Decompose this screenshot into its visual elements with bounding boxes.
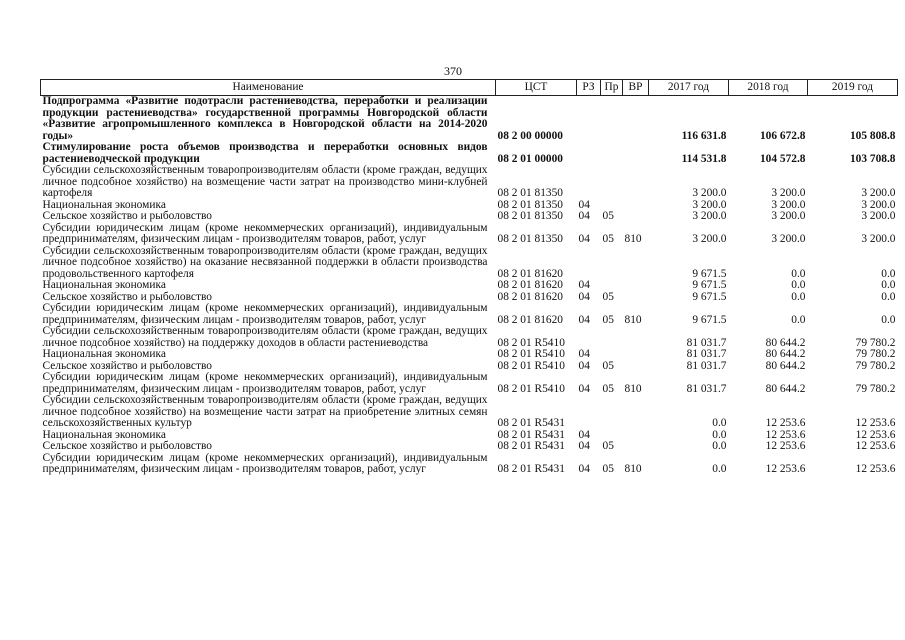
cell-2017: 3 200.0	[692, 210, 727, 222]
cell-cst: 08 2 01 R5410	[497, 359, 565, 372]
cell-rz	[577, 326, 601, 349]
cell-2018: 0.0	[791, 290, 806, 303]
cell-name: Национальная экономика	[42, 348, 166, 360]
cell-2017: 9 671.5	[692, 290, 727, 303]
cell-rz: 04	[578, 359, 590, 372]
cell-2018: 80 644.2	[765, 348, 806, 360]
cell-cst: 08 2 01 81620	[497, 313, 563, 326]
table-row	[41, 372, 898, 395]
cell-name: Субсидии сельскохозяйственным товаропроизводителям области (кроме граждан, ведущих личное подсобное хозяйство) на оказание несвязанной поддержки в области производства продовольственного картофеля	[42, 244, 488, 280]
cell-2017: 3 200.0	[692, 233, 727, 245]
cell-rz: 04	[578, 382, 590, 395]
cell-2019: 12 253.6	[855, 463, 896, 475]
table-row	[41, 395, 898, 430]
cell-vr	[623, 246, 649, 281]
cell-2017: 81 031.7	[686, 359, 727, 372]
cell-2017: 9 671.5	[692, 279, 727, 291]
cell-2018: 3 200.0	[771, 233, 806, 245]
cell-2018: 12 253.6	[765, 463, 806, 475]
cell-vr: 810	[624, 382, 642, 395]
cell-vr	[623, 361, 649, 373]
table-row	[41, 142, 898, 165]
cell-2018: 104 572.8	[759, 152, 806, 165]
cell-2019: 0.0	[881, 279, 896, 291]
cell-rz: 04	[578, 428, 590, 441]
cell-2017: 0.0	[712, 428, 727, 441]
cell-cst: 08 2 01 00000	[497, 152, 563, 165]
cell-pr	[601, 96, 623, 143]
cell-cst: 08 2 01 81350	[497, 210, 563, 222]
header-cst: ЦСТ	[496, 80, 577, 96]
cell-pr	[601, 165, 623, 200]
cell-rz: 04	[578, 348, 590, 360]
cell-2019: 0.0	[881, 267, 896, 280]
cell-name: Субсидии сельскохозяйственным товаропроизводителям области (кроме граждан, ведущих личное подсобное хозяйство) на возмещение части затрат на приобретение элитных семян сельскохозяйственных культур	[42, 394, 488, 429]
table-row	[41, 246, 898, 281]
cell-name: Национальная экономика	[42, 198, 166, 211]
cell-2018: 12 253.6	[765, 428, 806, 441]
cell-cst: 08 2 01 R5410	[497, 336, 565, 349]
cell-name: Национальная экономика	[42, 428, 166, 441]
cell-vr	[623, 441, 649, 453]
cell-2018: 106 672.8	[759, 129, 806, 142]
cell-name: Сельское хозяйство и рыболовство	[42, 440, 212, 452]
budget-table	[40, 79, 898, 476]
cell-cst: 08 2 01 R5410	[497, 348, 565, 360]
cell-vr: 810	[624, 313, 642, 326]
cell-rz	[577, 142, 601, 165]
cell-pr: 05	[602, 463, 614, 475]
cell-rz: 04	[578, 279, 590, 291]
cell-pr: 05	[602, 210, 614, 222]
cell-rz	[577, 96, 601, 143]
cell-pr: 05	[602, 233, 614, 245]
cell-rz: 04	[578, 313, 590, 326]
cell-2018: 3 200.0	[771, 198, 806, 211]
cell-vr	[623, 395, 649, 430]
cell-2018: 12 253.6	[765, 417, 806, 429]
cell-2017: 81 031.7	[686, 382, 727, 395]
cell-rz: 04	[578, 290, 590, 303]
cell-rz	[577, 246, 601, 281]
cell-name: Стимулирование роста объемов производства и переработки основных видов растениеводческой продукции	[42, 141, 488, 165]
table-row	[41, 223, 898, 246]
cell-2017: 81 031.7	[686, 348, 727, 360]
table-row	[41, 453, 898, 476]
cell-2017: 0.0	[712, 440, 727, 452]
cell-vr	[623, 211, 649, 223]
cell-vr	[623, 142, 649, 165]
cell-name: Субсидии юридическим лицам (кроме некоммерческих организаций), индивидуальным предпринимателям, физическим лицам - производителям товаров, работ, услуг	[42, 451, 488, 475]
cell-pr	[601, 142, 623, 165]
table-body	[41, 96, 898, 476]
cell-2019: 0.0	[881, 290, 896, 303]
cell-2019: 3 200.0	[861, 233, 896, 245]
cell-2017: 9 671.5	[692, 267, 727, 280]
cell-2018: 3 200.0	[771, 187, 806, 199]
cell-cst: 08 2 01 81620	[497, 290, 563, 303]
cell-2017: 3 200.0	[692, 198, 727, 211]
table-row	[41, 349, 898, 361]
cell-name: Сельское хозяйство и рыболовство	[42, 210, 212, 222]
page-number: 370	[444, 64, 462, 78]
cell-vr	[623, 326, 649, 349]
table-row	[41, 303, 898, 326]
cell-vr: 810	[624, 233, 642, 245]
cell-rz	[577, 165, 601, 200]
cell-2017: 0.0	[712, 417, 727, 429]
cell-vr	[623, 430, 649, 442]
table-row	[41, 96, 898, 143]
cell-rz: 04	[578, 198, 590, 211]
cell-vr	[623, 200, 649, 212]
cell-2019: 105 808.8	[849, 129, 896, 142]
cell-rz: 04	[578, 440, 590, 452]
cell-name: Субсидии юридическим лицам (кроме некоммерческих организаций), индивидуальным предпринимателям, физическим лицам - производителям товаров, работ, услуг	[42, 302, 488, 326]
cell-vr	[623, 292, 649, 304]
table-row	[41, 211, 898, 223]
header-2019: 2019 год	[808, 80, 898, 96]
cell-2018: 12 253.6	[765, 440, 806, 452]
cell-rz: 04	[578, 233, 590, 245]
cell-rz: 04	[578, 463, 590, 475]
cell-vr	[623, 96, 649, 143]
cell-2017: 3 200.0	[692, 187, 727, 199]
cell-2017: 9 671.5	[692, 313, 727, 326]
cell-2019: 79 780.2	[855, 382, 896, 395]
cell-cst: 08 2 00 00000	[497, 129, 563, 142]
cell-2017: 116 631.8	[681, 129, 727, 142]
cell-name: Национальная экономика	[42, 279, 166, 291]
cell-name: Сельское хозяйство и рыболовство	[42, 290, 212, 303]
cell-rz	[577, 395, 601, 430]
cell-pr: 05	[602, 290, 614, 303]
cell-pr: 05	[602, 313, 614, 326]
table-row	[41, 280, 898, 292]
cell-name: Субсидии сельскохозяйственным товаропроизводителям области (кроме граждан, ведущих личное подсобное хозяйство) на поддержку доходов в области растениеводства	[42, 325, 488, 349]
cell-pr	[601, 326, 623, 349]
cell-vr	[623, 165, 649, 200]
cell-cst: 08 2 01 R5431	[497, 440, 565, 452]
cell-2019: 12 253.6	[855, 417, 896, 429]
cell-cst: 08 2 01 R5431	[497, 428, 565, 441]
cell-2019: 12 253.6	[855, 428, 896, 441]
cell-2018: 80 644.2	[765, 336, 806, 349]
header-2018: 2018 год	[729, 80, 808, 96]
cell-2018: 0.0	[791, 279, 806, 291]
cell-pr	[601, 280, 623, 292]
table-row	[41, 441, 898, 453]
cell-2017: 81 031.7	[686, 336, 727, 349]
cell-2019: 12 253.6	[855, 440, 896, 452]
cell-cst: 08 2 01 81620	[497, 279, 563, 291]
cell-vr: 810	[624, 463, 642, 475]
cell-2018: 3 200.0	[771, 210, 806, 222]
cell-2017: 0.0	[712, 463, 727, 475]
cell-2019: 103 708.8	[849, 152, 896, 165]
cell-2019: 0.0	[881, 313, 896, 326]
cell-vr	[623, 280, 649, 292]
cell-2018: 80 644.2	[765, 359, 806, 372]
cell-cst: 08 2 01 R5431	[497, 417, 565, 429]
cell-pr: 05	[602, 382, 614, 395]
header-rz: РЗ	[577, 80, 601, 96]
cell-pr	[601, 395, 623, 430]
cell-2019: 3 200.0	[861, 198, 896, 211]
cell-2018: 0.0	[791, 313, 806, 326]
cell-pr	[601, 246, 623, 281]
cell-name: Субсидии юридическим лицам (кроме некоммерческих организаций), индивидуальным предпринимателям, физическим лицам - производителям товаров, работ, услуг	[42, 221, 488, 245]
cell-vr	[623, 349, 649, 361]
cell-cst: 08 2 01 81620	[497, 267, 563, 280]
cell-name: Сельское хозяйство и рыболовство	[42, 359, 212, 372]
cell-2018: 0.0	[791, 267, 806, 280]
cell-2019: 3 200.0	[861, 187, 896, 199]
cell-2017: 114 531.8	[681, 152, 727, 165]
table-row	[41, 326, 898, 349]
cell-cst: 08 2 01 81350	[497, 233, 563, 245]
cell-cst: 08 2 01 81350	[497, 198, 563, 211]
cell-rz: 04	[578, 210, 590, 222]
cell-cst: 08 2 01 R5431	[497, 463, 565, 475]
cell-pr: 05	[602, 359, 614, 372]
cell-2019: 79 780.2	[855, 348, 896, 360]
cell-pr	[601, 349, 623, 361]
cell-cst: 08 2 01 81350	[497, 187, 563, 199]
header-pr: Пр	[601, 80, 623, 96]
cell-name: Подпрограмма «Развитие подотрасли растениеводства, переработки и реализации продукции растениеводства» государственной программы Новгородской области «Развитие агропромышленного комплекса в Новгородской области на 2014-2020 годы»	[42, 95, 488, 142]
cell-2018: 80 644.2	[765, 382, 806, 395]
header-2017: 2017 год	[649, 80, 729, 96]
cell-2019: 79 780.2	[855, 359, 896, 372]
cell-name: Субсидии юридическим лицам (кроме некоммерческих организаций), индивидуальным предпринимателям, физическим лицам - производителям товаров, работ, услуг	[42, 371, 488, 395]
cell-2019: 3 200.0	[861, 210, 896, 222]
cell-name: Субсидии сельскохозяйственным товаропроизводителям области (кроме граждан, ведущих личное подсобное хозяйство) на возмещение части затрат на производство мини-клубней картофеля	[42, 164, 488, 199]
header-vr: ВР	[623, 80, 649, 96]
cell-pr: 05	[602, 440, 614, 452]
table-row	[41, 165, 898, 200]
header-name: Наименование	[41, 80, 496, 96]
cell-2019: 79 780.2	[855, 336, 896, 349]
cell-cst: 08 2 01 R5410	[497, 382, 565, 395]
table-header-row	[41, 80, 898, 96]
